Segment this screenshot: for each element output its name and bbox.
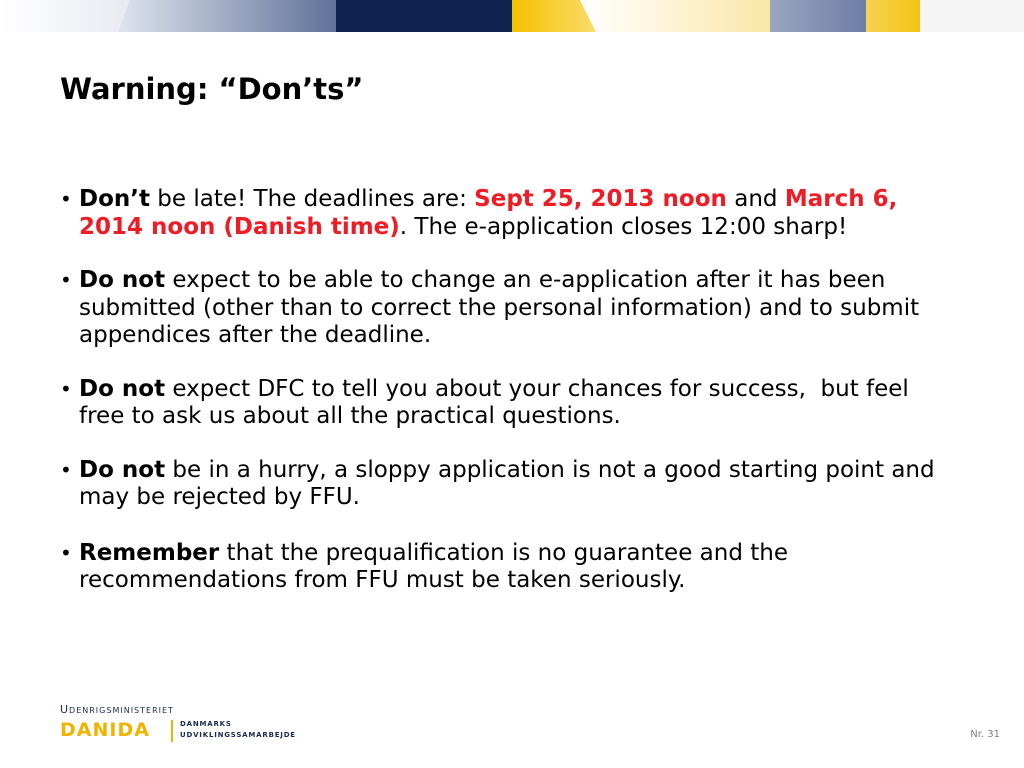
bullet-icon: • xyxy=(60,187,72,211)
deadline-1: Sept 25, 2013 noon xyxy=(474,186,727,212)
bullet-keyword: Do not xyxy=(79,267,166,293)
slide-title: Warning: “Don’ts” xyxy=(60,72,364,106)
decorative-stripes xyxy=(0,0,1024,32)
danida-logo xyxy=(60,703,296,741)
bullet-icon: • xyxy=(60,540,72,565)
bullet-text: that the prequalification is no guarantee and the recommendations from FFU must be taken seriously. xyxy=(79,539,788,593)
brand-name: DANIDA xyxy=(60,719,150,741)
ministry-label: Udenrigsministeriet xyxy=(60,703,174,716)
bullet-item-remember xyxy=(60,540,960,595)
bullet-text: expect to be able to change an e-application after it has been submitted (other than to correct the personal information) and to submit appendices after the deadline. xyxy=(79,267,920,348)
bullet-text: be late! The deadlines are: xyxy=(150,186,475,212)
brand-line-2: UDVIKLINGSSAMARBEJDE xyxy=(180,731,296,739)
bullet-text: . The e-application closes 12:00 sharp! xyxy=(399,213,848,240)
page-number: Nr. 31 xyxy=(970,729,1000,740)
top-banner xyxy=(0,0,1024,32)
deadline-2: March 6, 2014 noon (Danish time) xyxy=(79,186,898,240)
bullet-keyword: Do not xyxy=(79,375,166,402)
bullet-item-chances xyxy=(60,376,960,431)
bullet-keyword: Remember xyxy=(79,539,220,566)
bullet-text: and xyxy=(726,186,785,212)
bullet-item-deadlines xyxy=(60,186,960,241)
bullet-icon: • xyxy=(60,376,72,401)
bullet-text: be in a hurry, a sloppy application is not a good starting point and may be rejected by FFU. xyxy=(79,456,935,510)
bullet-text: expect DFC to tell you about your chances for success, but feel free to ask us about all the practical questions. xyxy=(79,375,917,429)
brand-line-1: DANMARKS xyxy=(180,720,232,728)
bullet-keyword: Do not xyxy=(79,456,166,483)
bullet-icon: • xyxy=(60,457,72,482)
bullet-icon: • xyxy=(60,268,72,292)
bullet-item-no-changes xyxy=(60,267,960,350)
bullet-keyword: Don’t xyxy=(79,186,150,212)
bullet-list xyxy=(60,186,960,621)
logo-divider xyxy=(171,720,173,742)
bullet-item-hurry xyxy=(60,457,960,512)
